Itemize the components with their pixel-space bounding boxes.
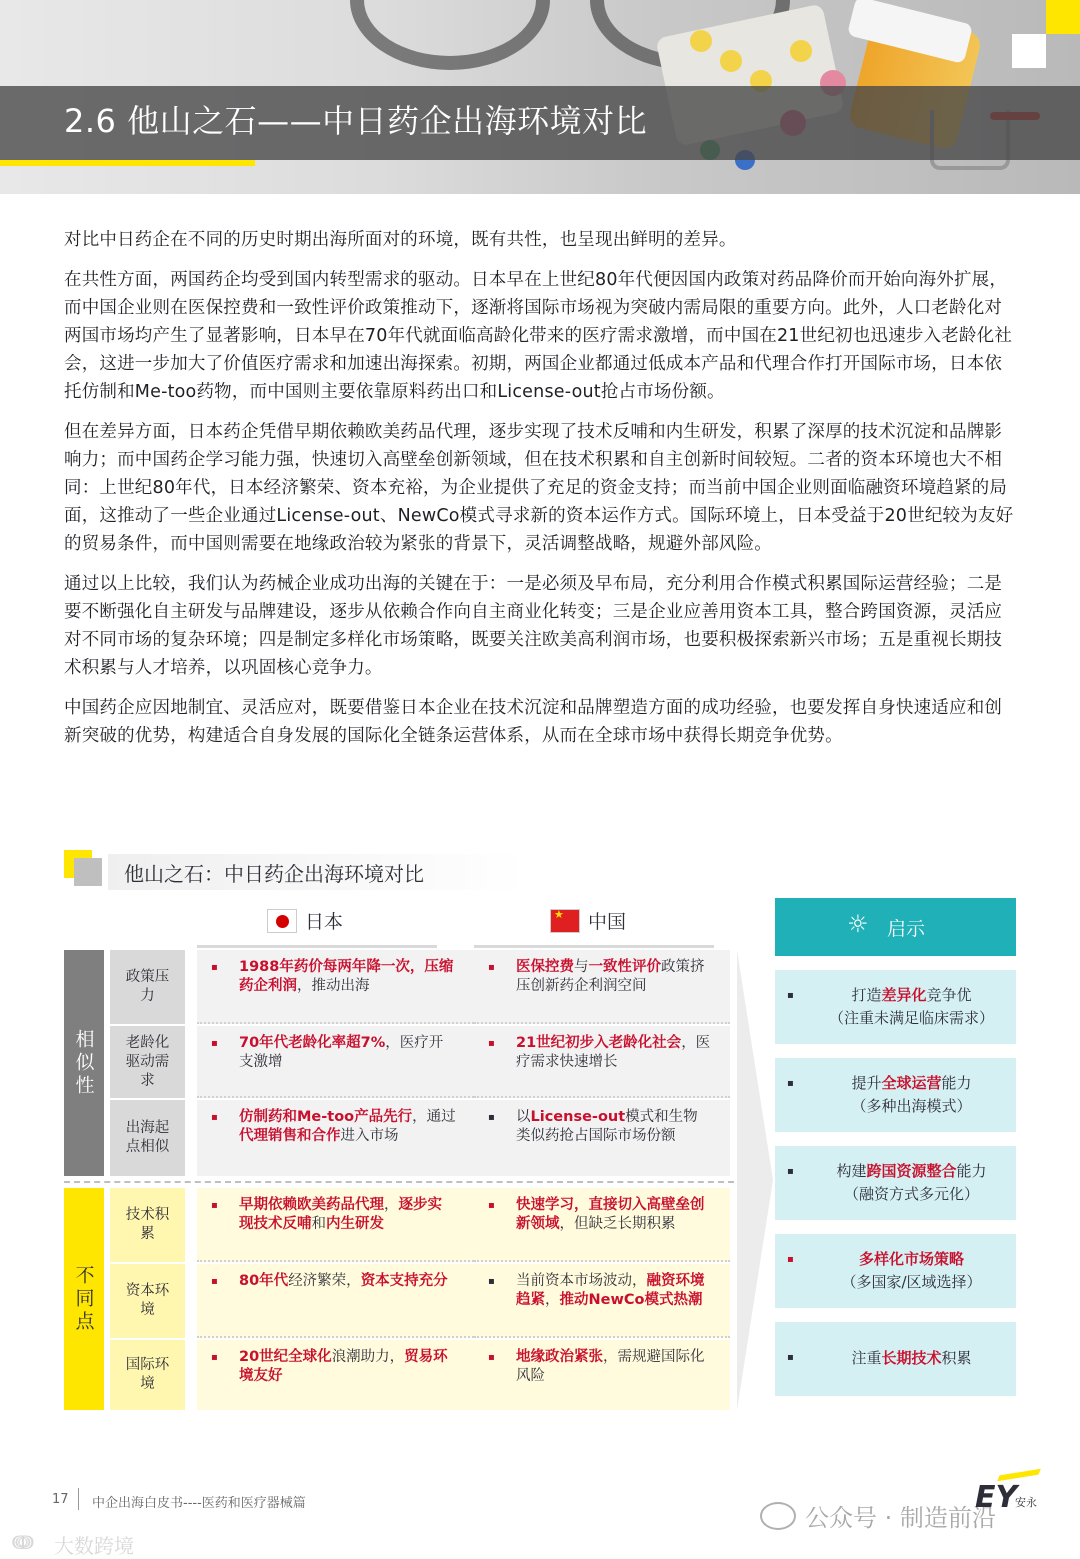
highlight-text: 医保控费 (516, 959, 574, 975)
group-divider (64, 1181, 734, 1183)
bullet-icon: ▪ (211, 1276, 218, 1287)
plain-text: 注重 (851, 1349, 882, 1367)
page-number: 17 (52, 1492, 69, 1507)
plain-text: ， (545, 1292, 560, 1308)
cell-china (474, 950, 730, 1024)
figure-title: 他山之石：中日药企出海环境对比 (124, 862, 424, 886)
highlight-text: 贸易环境友好 (239, 1349, 448, 1384)
watermark-logo-icon: ↈ (12, 1530, 34, 1554)
plain-text: 构建 (836, 1162, 867, 1180)
insight-main (815, 984, 1008, 1007)
bullet-icon: ▪ (211, 1038, 218, 1049)
plain-text: 经济繁荣， (288, 1273, 361, 1289)
cell-china (474, 1188, 730, 1262)
figure-header (64, 850, 534, 890)
row-label: 国际环境 (110, 1340, 185, 1410)
arrow-to-insights (737, 950, 773, 1410)
page-title: 2.6 他山之石——中日药企出海环境对比 (64, 102, 648, 140)
highlight-text: 长期技术 (881, 1349, 942, 1367)
highlight-text: 20世纪全球化 (239, 1349, 332, 1365)
row-label: 出海起点相似 (110, 1100, 185, 1176)
ey-logo: EY (975, 1480, 1018, 1515)
plain-text: ，但缺乏长期积累 (559, 1216, 676, 1232)
plain-text: 提升 (851, 1074, 882, 1092)
insight-main (815, 1248, 1008, 1271)
plain-text: ， (384, 1197, 399, 1213)
group-label-different: 不同点 (64, 1188, 104, 1410)
paragraph: 对比中日药企在不同的历史时期出海所面对的环境，既有共性，也呈现出鲜明的差异。 (64, 230, 737, 250)
insight-item (775, 1322, 1016, 1396)
insight-header (775, 898, 1016, 956)
watermark-text: 公众号 · 制造前沿 (805, 1504, 996, 1532)
cell-japan (197, 1100, 474, 1176)
group-label-similar: 相似性 (64, 950, 104, 1176)
cell-japan (197, 950, 474, 1024)
highlight-text: 跨国资源整合 (866, 1162, 957, 1180)
plain-text: 和 (311, 1216, 326, 1232)
bullet-icon: ▪ (211, 1112, 218, 1123)
highlight-text: 仿制药和Me-too产品先行 (239, 1109, 413, 1125)
cell-china (474, 1026, 730, 1098)
plain-text: ，推动出海 (297, 978, 370, 994)
cell-china (474, 1340, 730, 1410)
bullet-icon: ▪ (488, 962, 495, 973)
ey-logo-cn: 安永 (1015, 1496, 1037, 1509)
insight-item (775, 1234, 1016, 1308)
column-label-china: 中国 (588, 911, 627, 933)
paragraph: 中国药企应因地制宜、灵活应对，既要借鉴日本企业在技术沉淀和品牌塑造方面的成功经验，也要发挥自身快速适应和创新突破的优势，构建适合自身发展的国际化全链条运营体系，从而在全球市场中获得长期竞争优势。 (64, 698, 1003, 746)
highlight-text: 70年代老龄化率超7% (239, 1035, 386, 1051)
highlight-text: 21世纪初步入老龄化社会 (516, 1035, 682, 1051)
insight-sub: （多国家/区域选择） (841, 1273, 982, 1291)
cell-japan (197, 1264, 474, 1338)
insight-text (815, 1347, 1008, 1370)
corner-yellow-block (1046, 0, 1080, 34)
paragraph: 但在差异方面，日本药企凭借早期依赖欧美药品代理，逐步实现了技术反哺和内生研发，积累了深厚的技术沉淀和品牌影响力；而中国药企学习能力强，快速切入高壁垒创新领域，但在技术积累和自主创新时间较短。二者的资本环境也大不相同：上世纪80年代，日本经济繁荣、资本充裕，为企业提供了充足的资金支持；而当前中国企业则面临融资环境趋紧的局面，这推动了一些企业通过License-out、NewCo模式寻求新的资本运作方式。国际环境上，日本受益于20世纪较为友好的贸易条件，而中国则需要在地缘政治较为紧张的背景下，灵活调整战略，规避外部风险。 (64, 422, 1014, 554)
bullet-icon: ▪ (787, 1166, 794, 1177)
bullet-icon: ▪ (211, 962, 218, 973)
paragraph: 通过以上比较，我们认为药械企业成功出海的关键在于：一是必须及早布局，充分利用合作模式积累国际运营经验；二是要不断强化自主研发与品牌建设，逐步从依赖合作向自主商业化转变；三是企业应善用资本工具，整合跨国资源，灵活应对不同市场的复杂环境；四是制定多样化市场策略，既要关注欧美高利润市场，也要积极探索新兴市场；五是重视长期技术积累与人才培养，以巩固核心竞争力。 (64, 574, 1003, 678)
cell-china (474, 1264, 730, 1338)
plain-text: 竞争优 (926, 986, 972, 1004)
cell-japan (197, 1340, 474, 1410)
cell-china (474, 1100, 730, 1176)
insight-main (815, 1072, 1008, 1095)
highlight-text: 早期依赖欧美药品代理 (239, 1197, 384, 1213)
china-flag-icon (550, 909, 580, 933)
bullet-icon: ▪ (488, 1038, 495, 1049)
highlight-text: 代理销售和合作 (239, 1128, 341, 1144)
bullet-icon: ▪ (787, 990, 794, 1001)
highlight-text: License-out (530, 1109, 626, 1125)
plain-text: 积累 (941, 1349, 972, 1367)
highlight-text: 地缘政治紧张 (516, 1349, 603, 1365)
paragraph: 在共性方面，两国药企均受到国内转型需求的驱动。日本早在上世纪80年代便因国内政策对药品降价而开始向海外扩展，而中国企业则在医保控费和一致性评价政策推动下，逐渐将国际市场视为突破内需局限的重要方向。此外，人口老龄化对两国市场均产生了显著影响，日本早在70年代就面临高龄化带来的医疗需求激增，而中国在21世纪初也迅速步入老龄化社会，这进一步加大了价值医疗需求和加速出海探索。初期，两国企业都通过低成本产品和代理合作打开国际市场，日本依托仿制和Me-too药物，而中国则主要依靠原料药出口和License-out抢占市场份额。 (64, 270, 1013, 402)
highlight-text: 融资环境趋紧 (516, 1273, 705, 1308)
plain-text: 浪潮助力， (331, 1349, 405, 1365)
plain-text: 打造 (851, 986, 882, 1004)
corner-white-block (1012, 34, 1046, 68)
row-label: 资本环境 (110, 1264, 185, 1338)
bullet-icon: ▪ (211, 1352, 218, 1363)
insight-sub: （注重未满足临床需求） (828, 1009, 994, 1027)
wechat-icon (760, 1502, 796, 1530)
plain-text: 以 (516, 1109, 531, 1125)
highlight-text: 多样化市场策略 (858, 1250, 964, 1268)
bullet-icon: ▪ (787, 1078, 794, 1089)
insight-text (815, 1248, 1008, 1294)
plain-text: 当前资本市场波动， (516, 1273, 647, 1289)
insight-item (775, 1058, 1016, 1132)
highlight-text: 内生研发 (326, 1216, 384, 1232)
row-label: 老龄化驱动需求 (110, 1026, 185, 1098)
highlight-text: 资本支持充分 (360, 1273, 448, 1289)
bullet-icon: ▪ (787, 1352, 794, 1363)
row-label: 政策压力 (110, 950, 185, 1024)
japan-flag-icon (267, 909, 297, 933)
insight-main (815, 1160, 1008, 1183)
highlight-text: 80年代 (239, 1273, 289, 1289)
plain-text: ，需规避国际化风险 (516, 1349, 705, 1384)
bullet-icon: ▪ (211, 1200, 218, 1211)
bullet-icon: ▪ (488, 1352, 495, 1363)
watermark-text-2: 大数跨境 (54, 1534, 134, 1558)
plain-text: ，医疗需求快速增长 (516, 1035, 711, 1070)
plain-text: 与 (574, 959, 589, 975)
highlight-text: 差异化 (881, 986, 927, 1004)
insight-text (815, 1072, 1008, 1118)
highlight-text: 逐步实现技术反哺 (239, 1197, 442, 1232)
document-title: 中企出海白皮书----医药和医疗器械篇 (92, 1496, 306, 1511)
lightbulb-icon: ☼ (847, 910, 869, 938)
bullet-icon: ▪ (488, 1276, 495, 1287)
column-header-china (474, 898, 714, 948)
plain-text: ，通过 (412, 1109, 456, 1125)
highlight-text: 快速学习，直接切入高壁垒创新领域 (516, 1197, 705, 1232)
insight-text (815, 1160, 1008, 1206)
insight-main (815, 1347, 1008, 1370)
bullet-icon: ▪ (787, 1254, 794, 1265)
cell-japan (197, 1188, 474, 1262)
plain-text: ，医疗开支激增 (239, 1035, 444, 1070)
plain-text: 进入市场 (340, 1128, 399, 1144)
insight-text (815, 984, 1008, 1030)
body-text (64, 226, 1019, 762)
bullet-icon: ▪ (488, 1112, 495, 1123)
cell-japan (197, 1026, 474, 1098)
insight-sub: （融资方式多元化） (843, 1185, 979, 1203)
hero-banner (0, 0, 1080, 194)
plain-text: 政策挤压创新药企利润空间 (516, 959, 705, 994)
column-header-japan (197, 898, 437, 948)
footer-divider (78, 1488, 79, 1510)
highlight-text: 一致性评价 (588, 959, 661, 975)
plain-text: 能力 (956, 1162, 987, 1180)
row-label: 技术积累 (110, 1188, 185, 1262)
column-label-japan: 日本 (305, 911, 344, 933)
highlight-text: 推动NewCo模式热潮 (559, 1292, 703, 1308)
insight-item (775, 970, 1016, 1044)
plain-text: 模式和生物类似药抢占国际市场份额 (516, 1109, 698, 1144)
footer (0, 1480, 1080, 1559)
insight-item (775, 1146, 1016, 1220)
insight-title: 启示 (887, 918, 926, 940)
title-accent (0, 160, 255, 166)
plain-text: 能力 (941, 1074, 972, 1092)
insight-sub: （多种出海模式） (851, 1097, 972, 1115)
highlight-text: 全球运营 (881, 1074, 942, 1092)
highlight-text: 1988年药价每两年降一次，压缩药企利润 (239, 959, 454, 994)
bullet-icon: ▪ (488, 1200, 495, 1211)
